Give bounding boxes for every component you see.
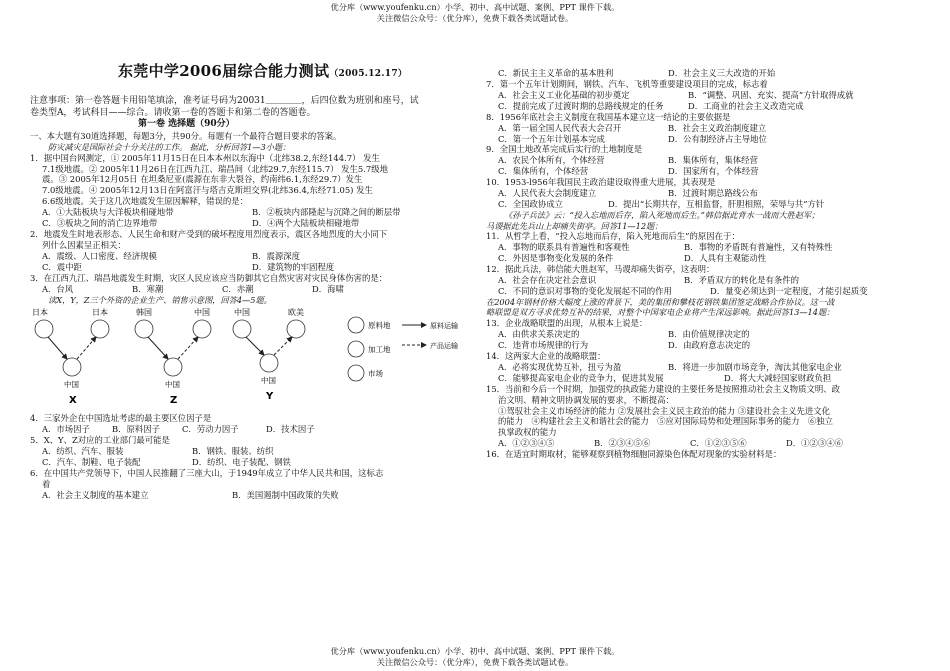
q10-options xyxy=(486,199,926,210)
q7-options xyxy=(486,101,926,112)
q3-line: 3．在江西九江、瑞昌地震发生时期，灾区人民应该应当防御其它自然灾害对灾民身体伤害的是： xyxy=(30,272,388,283)
option: D．由政府意志决定的 xyxy=(668,339,751,350)
option: D．④两个大陆板块相碰地带 xyxy=(252,218,360,229)
option: B．寒潮 xyxy=(132,283,164,294)
y-material-node xyxy=(233,320,251,338)
option: A．震级、人口密度、经济规模 xyxy=(42,250,157,261)
option: D．建筑物的牢固程度 xyxy=(252,261,335,272)
option: C．全国政协成立 xyxy=(498,199,564,210)
option: C．违背市场规律的行为 xyxy=(498,339,589,350)
option: C．汽车、制鞋、电子装配 xyxy=(42,456,141,467)
q11-options xyxy=(486,253,926,264)
option: D．提出“长期共存，互相监督，肝胆相照，荣辱与共”方针 xyxy=(608,199,825,210)
legend-raw-label: 原料运输 xyxy=(430,322,458,331)
q5-options xyxy=(30,446,474,457)
q15-line: 执掌政权的能力 xyxy=(498,427,557,438)
option: B．原料因子 xyxy=(112,424,161,435)
option: D．社会主义三大改造的开始 xyxy=(668,68,776,78)
legend-market-label: 市场 xyxy=(368,369,383,379)
q4-line: 4．三家外企在中国选址考虑的最主要区位因子是 xyxy=(30,413,212,424)
q7-options xyxy=(486,90,926,101)
exam-title xyxy=(118,62,407,82)
option: A．市场因子 xyxy=(42,424,90,435)
option: B．②③④⑤⑥ xyxy=(594,438,651,449)
y-process-node xyxy=(260,354,278,372)
legend-process-icon xyxy=(348,341,364,357)
option: A．人民代表大会制度建立 xyxy=(498,188,597,199)
z-bottom-label: 中国 xyxy=(165,380,180,390)
title-date: （2005.12.17） xyxy=(329,69,408,79)
x-top-left-label: 日本 xyxy=(32,308,48,318)
option: B．社会主义政治制度建立 xyxy=(668,122,767,133)
option: C．第一个五年计划基本完成 xyxy=(498,133,605,144)
option: C．震中距 xyxy=(42,261,82,272)
industry-intro: 读X，Y，Z三个外资的企业生产、销售示意图，回答4—5题。 xyxy=(48,294,272,305)
option: B．集体所有，集体经营 xyxy=(668,155,758,166)
legend-material-icon xyxy=(348,317,364,333)
option: C．提前完成了过渡时期的总路线规定的任务 xyxy=(498,100,664,111)
option: A．第一届全国人民代表大会召开 xyxy=(498,122,622,133)
option: A．必将实现优势互补，扭亏为盈 xyxy=(498,361,622,372)
x-market-node xyxy=(91,320,109,338)
q13-options xyxy=(486,340,926,351)
option: A．社会存在决定社会意识 xyxy=(498,274,597,285)
footer-line: 优分库（www.youfenku.cn）小学、初中、高中试题、案例、PPT 课件下载。 xyxy=(330,646,620,656)
q9-options xyxy=(486,155,926,166)
q12-options xyxy=(486,275,926,286)
option: D．人具有主观能动性 xyxy=(684,253,767,264)
option: A．台风 xyxy=(42,283,74,294)
option: C．①②③⑤⑥ xyxy=(690,438,747,449)
q12-options xyxy=(486,286,926,297)
q11-line: 11．从哲学上看，“投入忘地而后存，陷入死地而后生”的原因在于： xyxy=(486,231,740,242)
y-top-left-label: 中国 xyxy=(234,308,250,318)
option: D．量变必须达到一定程度，才能引起质变 xyxy=(710,285,868,296)
option: B．事物的矛盾既有普遍性，又有特殊性 xyxy=(684,242,833,253)
q13-line: 13．企业战略联盟的出现，从根本上说是： xyxy=(486,318,648,329)
x-raw-arrow xyxy=(48,337,67,359)
legend-process-label: 加工地 xyxy=(368,345,391,355)
q10-line: 10．1953-l956年我国民主政治建设取得重大进展，其表现是 xyxy=(486,177,716,188)
option: B．美国遏制中国政策的失败 xyxy=(232,489,339,500)
q1-options xyxy=(30,207,474,218)
page-footer xyxy=(0,646,950,668)
option: D．工商业的社会主义改造完成 xyxy=(688,100,804,111)
q8-line: 8．1956年底社会主义制度在我国基本建立这一结论的主要依据是 xyxy=(486,111,731,122)
q4-options xyxy=(30,424,474,435)
z-top-left-label: 韩国 xyxy=(136,308,152,318)
sunzi-intro: 《孙子兵法》云：“投入忘地而后存，陷入死地而后生。”韩信据此背水一战而大胜赵军； xyxy=(504,209,820,220)
z-label: Z xyxy=(170,395,178,407)
q7-line: 7．第一个五年计划期间，钢铁、汽车、飞机等重要建设项目的完成，标志着 xyxy=(486,78,768,89)
z-product-arrow xyxy=(178,337,198,359)
option: A．①②③④⑤ xyxy=(498,438,555,449)
q2-line: 列什么因素呈正相关： xyxy=(42,240,126,251)
x-top-right-label: 日本 xyxy=(92,308,108,318)
y-label: Y xyxy=(266,391,274,403)
title-text: 东莞中学2006届综合能力测试 xyxy=(118,62,330,80)
instruction: 一、本大题有30道选择题，每题3分，共90分。每题有一个最符合题目要求的答案。 xyxy=(30,131,342,142)
q2-options xyxy=(30,262,474,273)
option: B．矛盾双方的转化是有条件的 xyxy=(684,274,800,285)
q11-options xyxy=(486,242,926,253)
footer-line: 关注微信公众号：（优分库），免费下载各类试题试卷。 xyxy=(376,657,574,667)
legend-product-label: 产品运输 xyxy=(430,342,458,351)
earthquake-intro: 防灾减灾是国际社会十分关注的工作。 据此，分析回答1—3小题： xyxy=(48,141,291,152)
sunzi-intro: 马谡据此先兵山上却痛失街亭。回答11—12题： xyxy=(486,220,663,231)
option: B．过渡时期总路线公布 xyxy=(668,188,758,199)
x-product-arrow xyxy=(77,337,96,359)
q6-options xyxy=(30,490,474,501)
option: A．农民个体所有，个体经营 xyxy=(498,155,605,166)
notice-line: 卷类型A，考试科目——综合。请收第一卷的答题卡和第二卷的答题卷。 xyxy=(30,107,316,118)
option: A．①大陆板块与大洋板块相碰地带 xyxy=(42,207,174,218)
q1-line: 7.0级地震。④ 2005年12月13日在阿富汗与塔吉克斯坦交界(北纬36.4,东经71.05) 发生 xyxy=(42,185,373,196)
q5-line: 5．X、Y、Z对应的工业部门最可能是 xyxy=(30,435,170,446)
option: D．将大大减轻国家财政负担 xyxy=(724,372,832,383)
q9-line: 9．全国土地改革完成后实行的土地制度是 xyxy=(486,144,643,155)
legend-material-label: 原料地 xyxy=(368,321,391,331)
z-process-node xyxy=(164,358,182,376)
q15-line: 的能力 ④构建社会主义和谐社会的能力 ⑤应对国际局势和处理国际事务的能力 ⑥独立 xyxy=(498,416,833,427)
option: B．②板块内部隆起与沉降之间的断层带 xyxy=(252,207,401,218)
q2-line: 2．地震发生时地表形态、人民生命和财产受到的破坏程度用烈度表示，震区各地烈度的大小同下 xyxy=(30,229,388,240)
q6-line: 6．在中国共产党领导下，中国人民推翻了三座大山，于1949年成立了中华人民共和国，这标志 xyxy=(30,467,384,478)
header-line: 关注微信公众号：（优分库），免费下载各类试题试卷。 xyxy=(376,13,574,23)
option: C．赤潮 xyxy=(222,283,254,294)
q8-options xyxy=(486,134,926,145)
q10-options xyxy=(486,188,926,199)
option: D．技术因子 xyxy=(266,424,315,435)
option: A．由供求关系决定的 xyxy=(498,329,580,340)
option: C．劳动力因子 xyxy=(182,424,239,435)
y-market-node xyxy=(287,320,305,338)
x-process-node xyxy=(63,358,81,376)
option: C．能够提高家电企业的竞争力，促进其发展 xyxy=(498,372,664,383)
y-product-arrow xyxy=(274,337,292,355)
q15-line: 治文明、精神文明协调发展的要求，不断提高： xyxy=(498,394,674,405)
q2-options xyxy=(30,251,474,262)
q9-options xyxy=(486,166,926,177)
industry-diagram xyxy=(30,307,474,411)
option: D．国家所有，个体经营 xyxy=(668,166,759,177)
option: A．纺织、汽车、服装 xyxy=(42,446,124,457)
q3-options xyxy=(30,284,474,295)
section-title: 第一卷 选择题（90分） xyxy=(138,119,235,130)
x-label: X xyxy=(69,395,77,407)
q14-options xyxy=(486,373,926,384)
q1-options xyxy=(30,218,474,229)
option: D．海啸 xyxy=(312,283,344,294)
q16-line: 16．在适宜时期取材，能够观察到植物细胞同源染色体配对现象的实验材料是： xyxy=(486,449,782,460)
x-bottom-label: 中国 xyxy=(64,380,79,390)
option: A．社会主义工业化基础的初步奠定 xyxy=(498,89,630,100)
z-raw-arrow xyxy=(148,337,168,359)
option: B．震源深度 xyxy=(252,250,301,261)
q8-options xyxy=(486,123,926,134)
option: A．社会主义制度的基本建立 xyxy=(42,489,149,500)
option: D．①②③④⑥ xyxy=(786,438,843,449)
q14-options xyxy=(486,362,926,373)
right-column xyxy=(486,68,926,460)
option: C．集体所有，个体经营 xyxy=(498,166,589,177)
q1-line: 1．据中国台网测定，① 2005年11月15日在日本本州以东海中（北纬38.2,东经144.7） 发生 xyxy=(30,152,380,163)
z-market-node xyxy=(193,320,211,338)
steel-intro: 在2004年钢材价格大幅度上涨的背景下，美的集团和攀枝花钢铁集团签定战略合作协议。这一战 xyxy=(486,296,835,307)
q6-options-cont xyxy=(486,68,926,79)
q15-options xyxy=(486,438,926,449)
notice-line: 注意事项：第一卷答题卡用铅笔填涂，准考证号码为20031＿＿＿＿，后四位数为班别和座号，试 xyxy=(30,96,419,106)
q14-line: 14．这两家大企业的战略联盟： xyxy=(486,350,606,361)
option: C．③板块之间的消亡边界地带 xyxy=(42,218,158,229)
q1-line: 震。③ 2005年12月05日 在坦桑尼亚(震源在东非大裂谷，约南纬6.1,东经29.7）发生 xyxy=(42,174,363,185)
q15-line: ①驾驭社会主义市场经济的能力 ②发展社会主义民主政治的能力 ③建设社会主义先进文化 xyxy=(498,405,830,416)
option: D．纺织、电子装配、钢铁 xyxy=(192,456,291,467)
option: B．“调整、巩固、充实、提高”方针取得成就 xyxy=(688,89,854,100)
y-top-right-label: 欧美 xyxy=(288,308,304,318)
option: B．钢铁、服装、纺织 xyxy=(192,446,274,457)
option: C．外因是事物变化发展的条件 xyxy=(498,253,614,264)
left-column xyxy=(30,96,474,501)
q15-line: 15．当前和今后一个时期，加强党的执政能力建设的主要任务是按照推动社会主义物质文明、政 xyxy=(486,383,841,394)
header-line: 优分库（www.youfenku.cn）小学、初中、高中试题、案例、PPT 课件下载。 xyxy=(330,2,620,12)
page-header xyxy=(0,2,950,24)
q5-options xyxy=(30,457,474,468)
steel-intro: 略联盟是双方寻求优势互补的结果，对整个中国家电企业将产生深远影响。据此回答13—14题： xyxy=(486,307,835,318)
z-material-node xyxy=(135,320,153,338)
q1-line: 7.1级地震。② 2005年11月26日在江西九江、瑞昌间（北纬29.7,东经115.7） 发生5.7级地 xyxy=(42,163,388,174)
q13-options xyxy=(486,329,926,340)
z-top-right-label: 中国 xyxy=(194,308,210,318)
q6-line: 着 xyxy=(42,478,51,489)
legend-market-icon xyxy=(348,365,364,381)
option: C．新民主主义革命的基本胜利 xyxy=(498,68,614,78)
x-material-node xyxy=(35,320,53,338)
option: C．不同的意识对事物的变化发展起不同的作用 xyxy=(498,285,672,296)
q12-line: 12．据此兵法，韩信能大胜赵军，马谡却痛失街亭，这表明： xyxy=(486,264,715,275)
y-raw-arrow xyxy=(246,337,264,355)
y-bottom-label: 中国 xyxy=(261,376,276,386)
industry-diagram-svg xyxy=(30,307,474,411)
option: D．公有制经济占主导地位 xyxy=(668,133,767,144)
option: A．事物的联系具有普遍性和客观性 xyxy=(498,242,630,253)
option: B．将进一步加剧市场竞争，淘汰其他家电企业 xyxy=(668,361,842,372)
q1-line: 6.6级地震。关于这几次地震发生原因解释，错误的是： xyxy=(42,196,248,207)
option: B．由价值规律决定的 xyxy=(668,329,750,340)
